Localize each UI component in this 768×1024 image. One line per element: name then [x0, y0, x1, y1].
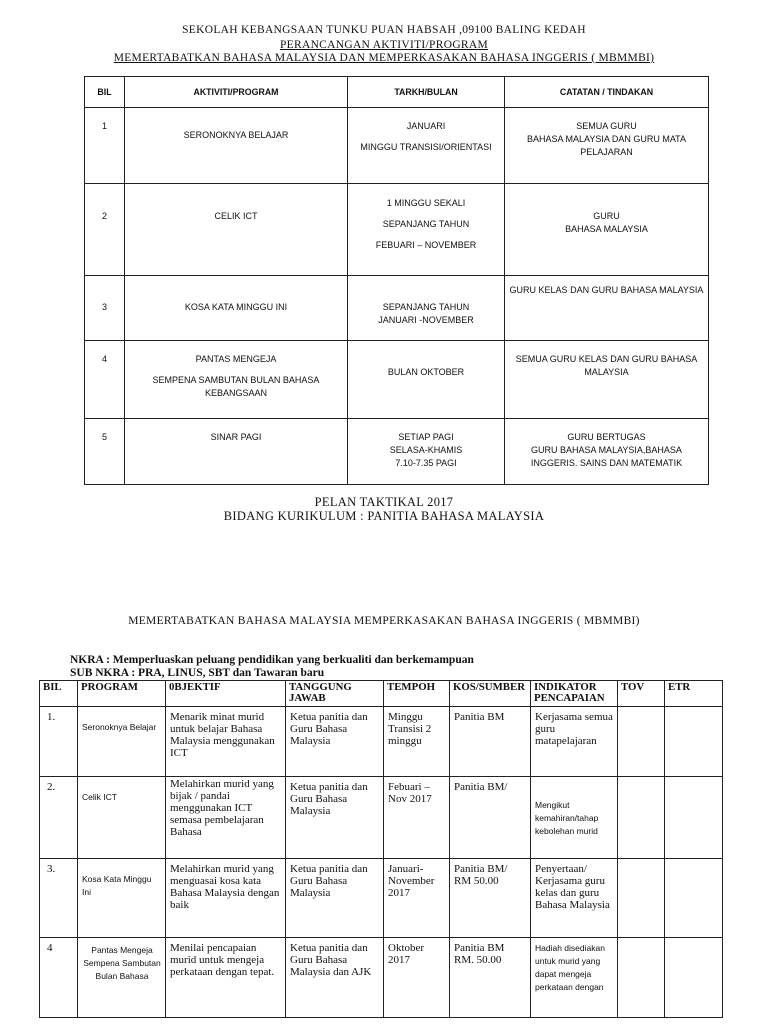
pelan-title: PELAN TAKTIKAL 2017	[314, 495, 454, 509]
bil-text: 2	[101, 211, 107, 221]
tov-cell	[618, 938, 665, 1018]
activity-table	[84, 76, 709, 485]
tanggung-cell: Ketua panitia dan Guru Bahasa Malaysia	[286, 777, 384, 859]
date-text: 7.10-7.35 PAGI	[395, 458, 457, 468]
kos-cell: Panitia BM/ RM 50.00	[450, 859, 531, 938]
note-cell	[505, 419, 709, 485]
date-text: BULAN OKTOBER	[387, 367, 465, 377]
note-cell	[505, 276, 709, 341]
tactical-table-header	[40, 681, 723, 707]
objektif-cell: Melahirkan murid yang menguasai kosa kata Bahasa Malaysia dengan baik	[166, 859, 286, 938]
date-cell	[348, 108, 505, 184]
program-text: SINAR PAGI	[210, 432, 262, 442]
header-kos-sumber: KOS/SUMBER	[450, 681, 531, 707]
note-text: INGGERIS. SAINS DAN MATEMATIK	[530, 458, 683, 468]
note-text: SEMUA GURU	[576, 121, 637, 131]
etr-cell	[665, 938, 723, 1018]
tanggung-cell: Ketua panitia dan Guru Bahasa Malaysia	[286, 859, 384, 938]
table-row	[40, 859, 723, 938]
program-cell	[125, 419, 348, 485]
header-tarikh: TARKH/BULAN	[348, 77, 505, 108]
pelan-subtitle: BIDANG KURIKULUM : PANITIA BAHASA MALAYSIA	[223, 509, 545, 523]
programme-title: MEMERTABATKAN BAHASA MALAYSIA DAN MEMPERKASAKAN BAHASA INGGERIS ( MBMMBI)	[113, 52, 655, 64]
program-cell	[125, 108, 348, 184]
program-text: SEMPENA SAMBUTAN BULAN BAHASA	[152, 375, 320, 385]
kos-cell: Panitia BM/	[450, 777, 531, 859]
header-bil: BIL	[85, 77, 125, 108]
objektif-cell: Melahirkan murid yang bijak / pandai menggunakan ICT semasa pembelajaran Bahasa	[166, 777, 286, 859]
tov-cell	[618, 777, 665, 859]
note-cell	[505, 341, 709, 419]
kos-cell: Panitia BM	[450, 707, 531, 777]
note-text: GURU	[593, 211, 620, 221]
table-row	[85, 108, 709, 184]
date-text: SEPANJANG TAHUN	[382, 302, 470, 312]
header-program: PROGRAM	[78, 681, 166, 707]
tempoh-cell: Januari- November 2017	[384, 859, 450, 938]
table-row	[40, 938, 723, 1018]
bil-text: 4	[101, 354, 107, 364]
date-text: SEPANJANG TAHUN	[382, 219, 470, 229]
tanggung-cell: Ketua panitia dan Guru Bahasa Malaysia dan AJK	[286, 938, 384, 1018]
tempoh-cell: Oktober 2017	[384, 938, 450, 1018]
kos-cell: Panitia BM RM. 50.00	[450, 938, 531, 1018]
nkra-line: NKRA : Memperluaskan peluang pendidikan yang berkualiti dan berkemampuan	[70, 654, 474, 666]
activity-table-header	[85, 77, 709, 108]
program-cell: Seronoknya Belajar	[78, 707, 166, 777]
date-text: SETIAP PAGI	[398, 432, 454, 442]
bil-cell	[85, 276, 125, 341]
objektif-cell: Menilai pencapaian murid untuk mengeja perkataan dengan tepat.	[166, 938, 286, 1018]
header-objektif: 0BJEKTIF	[166, 681, 286, 707]
tactical-plan-table	[39, 680, 723, 1018]
program-cell	[125, 341, 348, 419]
indikator-cell: Hadiah disediakan untuk murid yang dapat mengeja perkataan dengan	[531, 938, 618, 1018]
table-row	[85, 276, 709, 341]
tempoh-cell: Febuari – Nov 2017	[384, 777, 450, 859]
bil-cell	[85, 108, 125, 184]
date-text: JANUARI	[406, 121, 446, 131]
header-catatan: CATATAN / TINDAKAN	[505, 77, 709, 108]
bil-cell	[85, 341, 125, 419]
table-row	[85, 184, 709, 276]
header-tempoh: TEMPOH	[384, 681, 450, 707]
date-text: JANUARI -NOVEMBER	[378, 315, 474, 325]
bil-cell: 3.	[40, 859, 78, 938]
program-cell: Kosa Kata Minggu Ini	[78, 859, 166, 938]
indikator-cell: Penyertaan/ Kerjasama guru kelas dan guru Bahasa Malaysia	[531, 859, 618, 938]
date-text: 1 MINGGU SEKALI	[386, 198, 466, 208]
table-row	[40, 777, 723, 859]
etr-cell	[665, 707, 723, 777]
program-cell: Pantas Mengeja Sempena Sambutan Bulan Bahasa	[78, 938, 166, 1018]
date-text: FEBUARI – NOVEMBER	[375, 240, 477, 250]
note-text: BAHASA MALAYSIA	[565, 224, 648, 234]
program-text: KOSA KATA MINGGU INI	[184, 302, 288, 312]
etr-cell	[665, 859, 723, 938]
bil-text: 1	[101, 121, 107, 131]
bil-text: 3	[101, 302, 107, 312]
bil-cell: 1.	[40, 707, 78, 777]
date-text: SELASA-KHAMIS	[389, 445, 463, 455]
header-etr: ETR	[665, 681, 723, 707]
note-text: PELAJARAN	[580, 147, 633, 157]
table-row	[85, 341, 709, 419]
note-text: SEMUA GURU KELAS DAN GURU BAHASA	[515, 354, 698, 364]
program-text: PANTAS MENGEJA	[195, 354, 277, 364]
header-tov: TOV	[618, 681, 665, 707]
objektif-cell: Menarik minat murid untuk belajar Bahasa Malaysia menggunakan ICT	[166, 707, 286, 777]
bil-cell: 4	[40, 938, 78, 1018]
tov-cell	[618, 707, 665, 777]
etr-cell	[665, 777, 723, 859]
indikator-cell: Mengikut kemahiran/tahap kebolehan murid	[531, 777, 618, 859]
program-cell	[125, 184, 348, 276]
bil-text: 5	[101, 432, 107, 442]
note-text: GURU BERTUGAS	[567, 432, 646, 442]
note-cell	[505, 184, 709, 276]
table-row	[85, 419, 709, 485]
date-text: MINGGU TRANSISI/ORIENTASI	[360, 142, 492, 152]
section2-title: MEMERTABATKAN BAHASA MALAYSIA MEMPERKASAKAN BAHASA INGGERIS ( MBMMBI)	[128, 615, 640, 627]
table-row	[40, 707, 723, 777]
plan-title: PERANCANGAN AKTIVITI/PROGRAM	[279, 39, 489, 51]
tanggung-cell: Ketua panitia dan Guru Bahasa Malaysia	[286, 707, 384, 777]
header-aktiviti: AKTIVITI/PROGRAM	[125, 77, 348, 108]
date-cell	[348, 341, 505, 419]
bil-cell	[85, 184, 125, 276]
bil-cell	[85, 419, 125, 485]
note-cell	[505, 108, 709, 184]
indikator-cell: Kerjasama semua guru matapelajaran	[531, 707, 618, 777]
program-text: KEBANGSAAN	[204, 388, 268, 398]
note-text: GURU BAHASA MALAYSIA,BAHASA	[531, 445, 682, 455]
program-text: SERONOKNYA BELAJAR	[183, 130, 289, 140]
tempoh-cell: Minggu Transisi 2 minggu	[384, 707, 450, 777]
date-cell	[348, 276, 505, 341]
header-indikator: INDIKATOR PENCAPAIAN	[531, 681, 618, 707]
date-cell	[348, 184, 505, 276]
note-text: MALAYSIA	[584, 367, 629, 377]
tov-cell	[618, 859, 665, 938]
date-cell	[348, 419, 505, 485]
bil-cell: 2.	[40, 777, 78, 859]
program-cell	[125, 276, 348, 341]
note-text: GURU KELAS DAN GURU BAHASA MALAYSIA	[509, 285, 704, 295]
header-tanggung-jawab: TANGGUNG JAWAB	[286, 681, 384, 707]
school-title: SEKOLAH KEBANGSAAN TUNKU PUAN HABSAH ,09100 BALING KEDAH	[182, 24, 586, 36]
header-bil: BIL	[40, 681, 78, 707]
program-cell: Celik ICT	[78, 777, 166, 859]
program-text: CELIK ICT	[214, 211, 258, 221]
note-text: BAHASA MALAYSIA DAN GURU MATA	[526, 134, 687, 144]
sub-nkra-line: SUB NKRA : PRA, LINUS, SBT dan Tawaran baru	[70, 667, 325, 679]
